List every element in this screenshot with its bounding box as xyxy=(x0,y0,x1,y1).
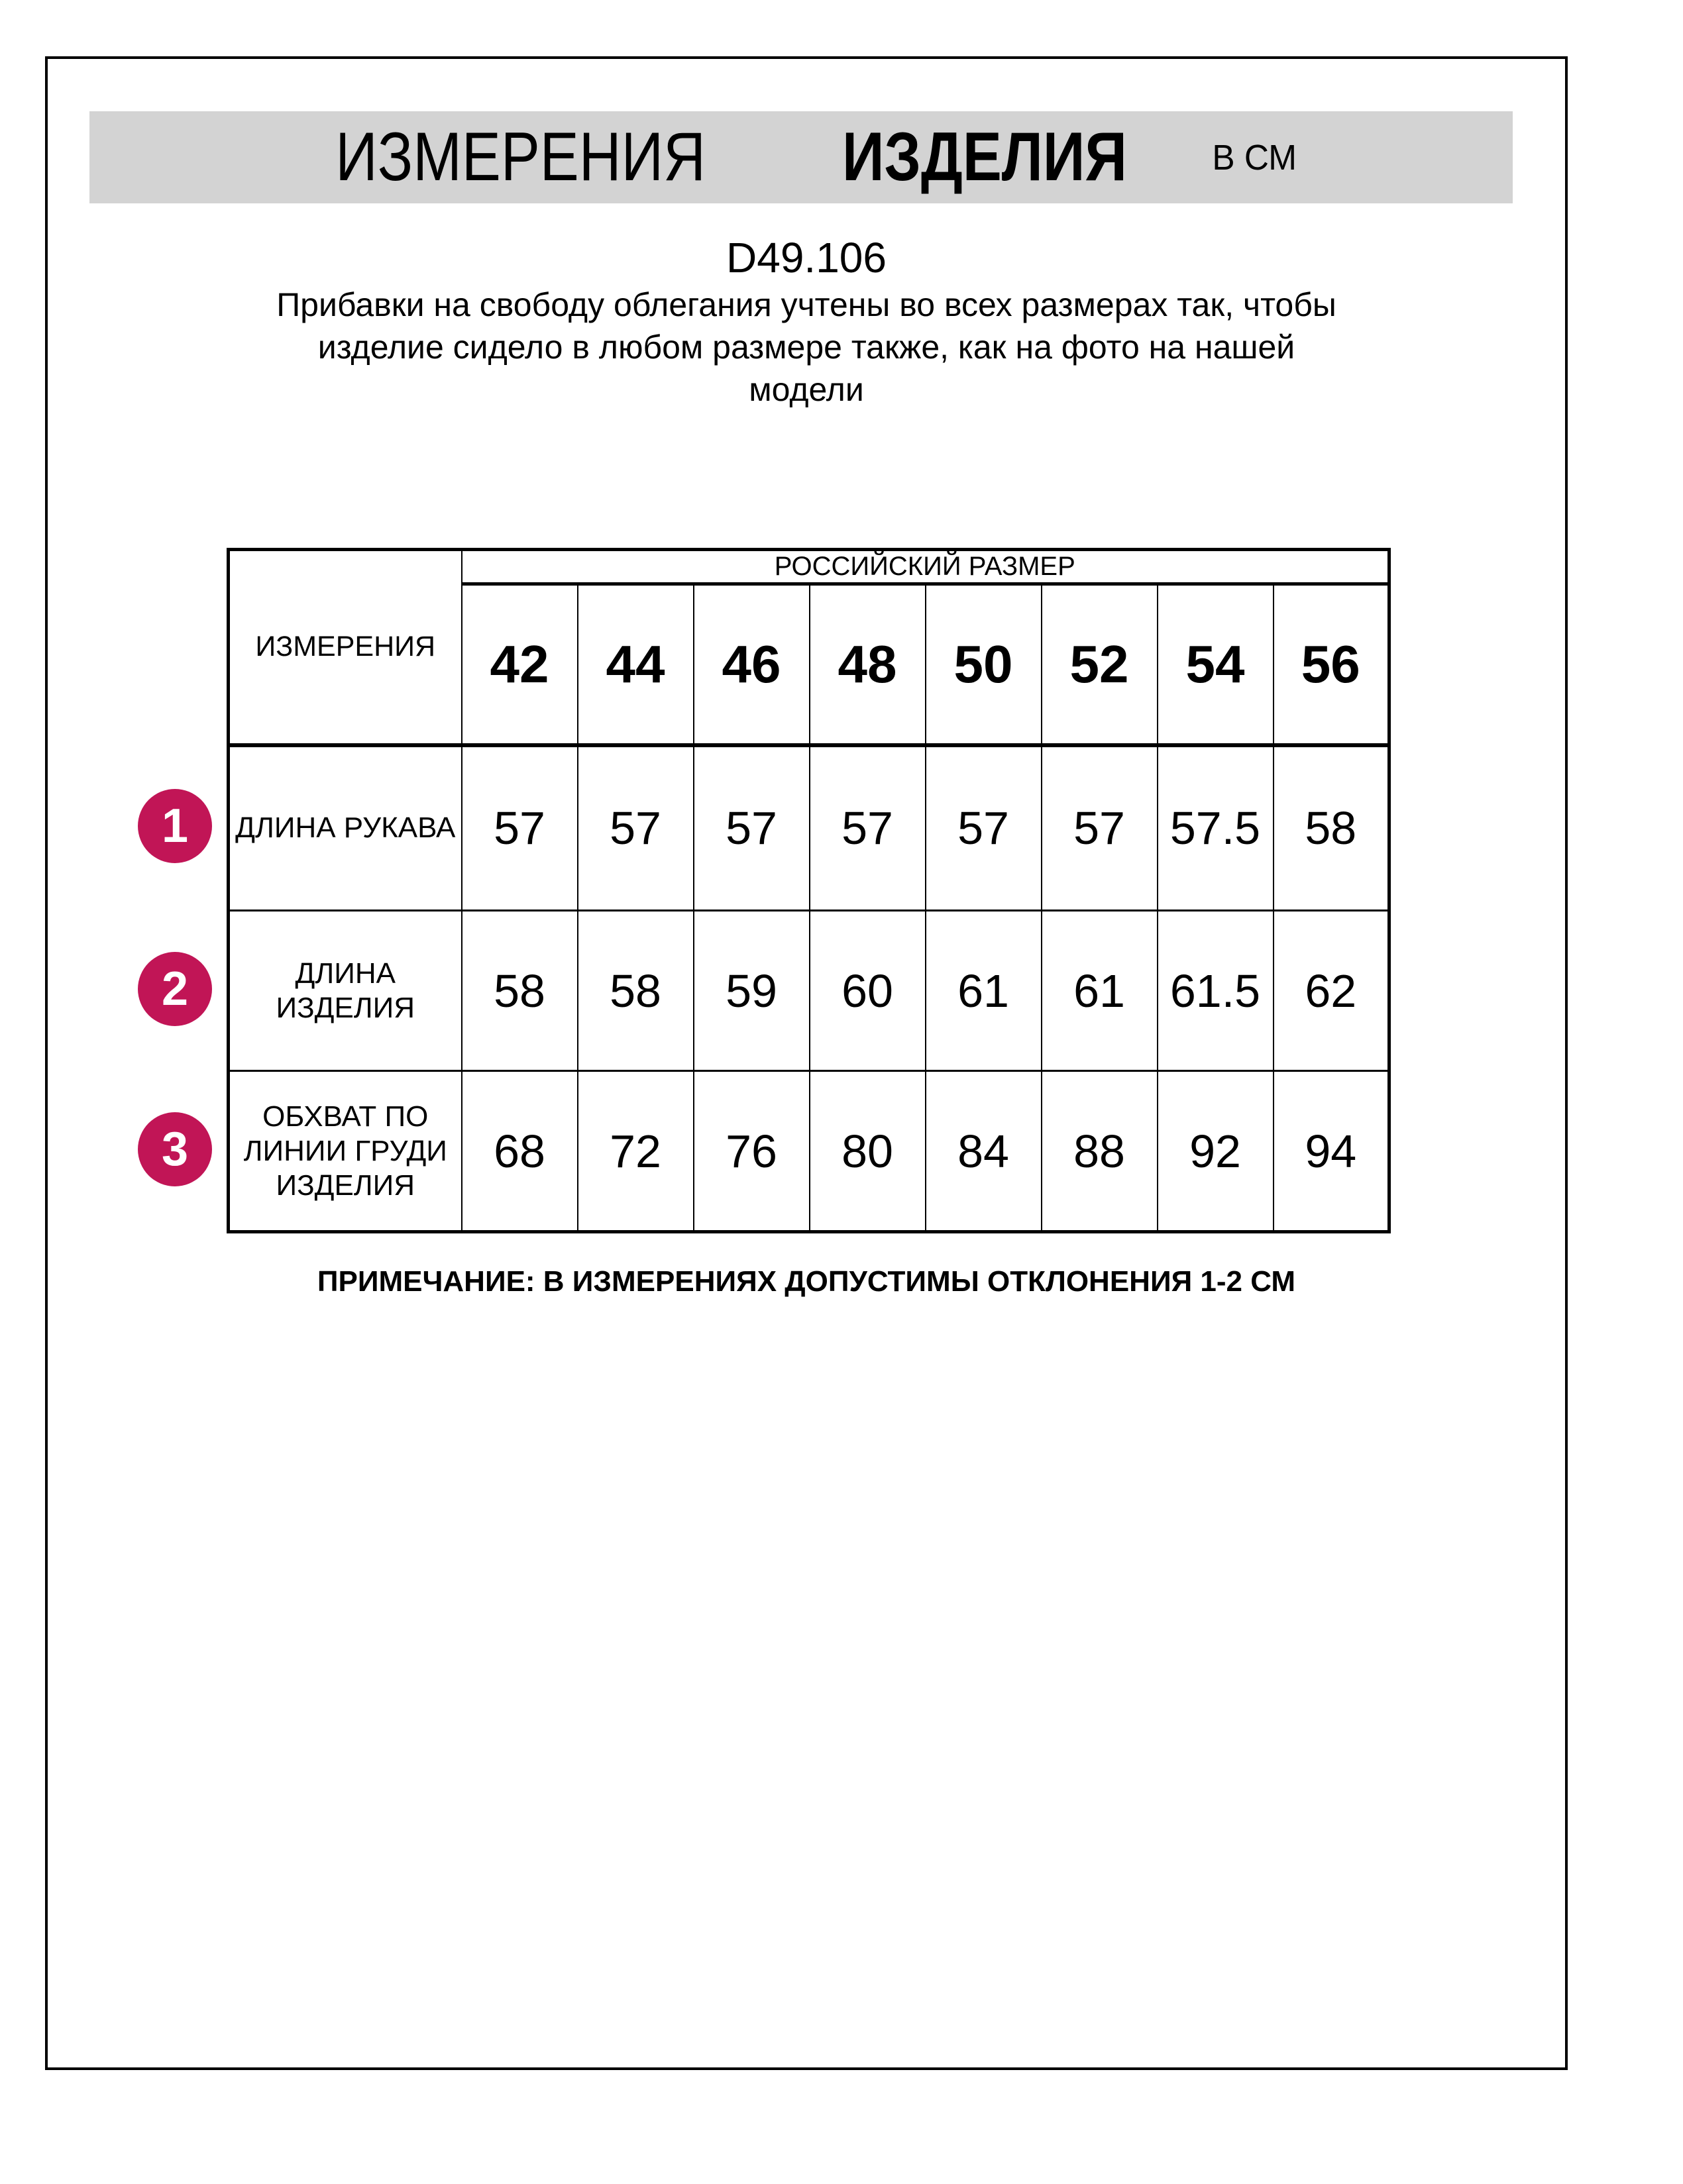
tolerance-note: ПРИМЕЧАНИЕ: В ИЗМЕРЕНИЯХ ДОПУСТИМЫ ОТКЛОНЕНИЯ 1-2 СМ xyxy=(317,1265,1296,1298)
value-cell: 61 xyxy=(926,911,1042,1071)
value-cell: 58 xyxy=(462,911,578,1071)
fit-description xyxy=(45,284,1568,411)
fit-description-line-1: Прибавки на свободу облегания учтены во всех размерах так, чтобы xyxy=(276,286,1336,323)
value-cell: 76 xyxy=(694,1071,810,1232)
title-measurements-word: ИЗМЕРЕНИЯ xyxy=(335,119,706,195)
table-row-chest-girth xyxy=(229,1071,1389,1232)
fit-description-line-3: модели xyxy=(749,371,864,408)
title-product-word: ИЗДЕЛИЯ xyxy=(842,119,1127,195)
row-label: ДЛИНА ИЗДЕЛИЯ xyxy=(229,911,462,1071)
value-cell: 60 xyxy=(810,911,926,1071)
row-badge-1: 1 xyxy=(138,789,212,863)
row-badge-2: 2 xyxy=(138,952,212,1026)
table-row-sleeve-length xyxy=(229,745,1389,911)
value-cell: 57 xyxy=(462,745,578,911)
group-header: РОССИЙСКИЙ РАЗМЕР xyxy=(462,550,1389,584)
size-col-header: 54 xyxy=(1158,584,1274,745)
value-cell: 57 xyxy=(578,745,694,911)
size-col-header: 52 xyxy=(1042,584,1158,745)
value-cell: 92 xyxy=(1158,1071,1274,1232)
size-table xyxy=(227,548,1391,1233)
value-cell: 59 xyxy=(694,911,810,1071)
title-bar xyxy=(89,111,1513,203)
value-cell: 68 xyxy=(462,1071,578,1232)
value-cell: 57 xyxy=(1042,745,1158,911)
group-header-row xyxy=(229,550,1389,584)
value-cell: 94 xyxy=(1274,1071,1389,1232)
value-cell: 80 xyxy=(810,1071,926,1232)
row-label: ОБХВАТ ПО ЛИНИИ ГРУДИ ИЗДЕЛИЯ xyxy=(229,1071,462,1232)
fit-description-line-2: изделие сидело в любом размере также, как на фото на нашей xyxy=(317,329,1295,366)
size-col-header: 46 xyxy=(694,584,810,745)
size-col-header: 42 xyxy=(462,584,578,745)
value-cell: 61 xyxy=(1042,911,1158,1071)
product-code: D49.106 xyxy=(726,234,887,282)
value-cell: 84 xyxy=(926,1071,1042,1232)
size-col-header: 50 xyxy=(926,584,1042,745)
value-cell: 57 xyxy=(694,745,810,911)
row-label: ДЛИНА РУКАВА xyxy=(229,745,462,911)
value-cell: 62 xyxy=(1274,911,1389,1071)
value-cell: 57 xyxy=(810,745,926,911)
corner-label: ИЗМЕРЕНИЯ xyxy=(229,550,462,745)
table-row-product-length xyxy=(229,911,1389,1071)
size-col-header: 56 xyxy=(1274,584,1389,745)
row-badge-3: 3 xyxy=(138,1112,212,1186)
value-cell: 58 xyxy=(1274,745,1389,911)
title-unit-label: В СМ xyxy=(1212,137,1297,178)
size-col-header: 48 xyxy=(810,584,926,745)
size-col-header: 44 xyxy=(578,584,694,745)
value-cell: 88 xyxy=(1042,1071,1158,1232)
value-cell: 57.5 xyxy=(1158,745,1274,911)
value-cell: 61.5 xyxy=(1158,911,1274,1071)
value-cell: 72 xyxy=(578,1071,694,1232)
value-cell: 58 xyxy=(578,911,694,1071)
value-cell: 57 xyxy=(926,745,1042,911)
